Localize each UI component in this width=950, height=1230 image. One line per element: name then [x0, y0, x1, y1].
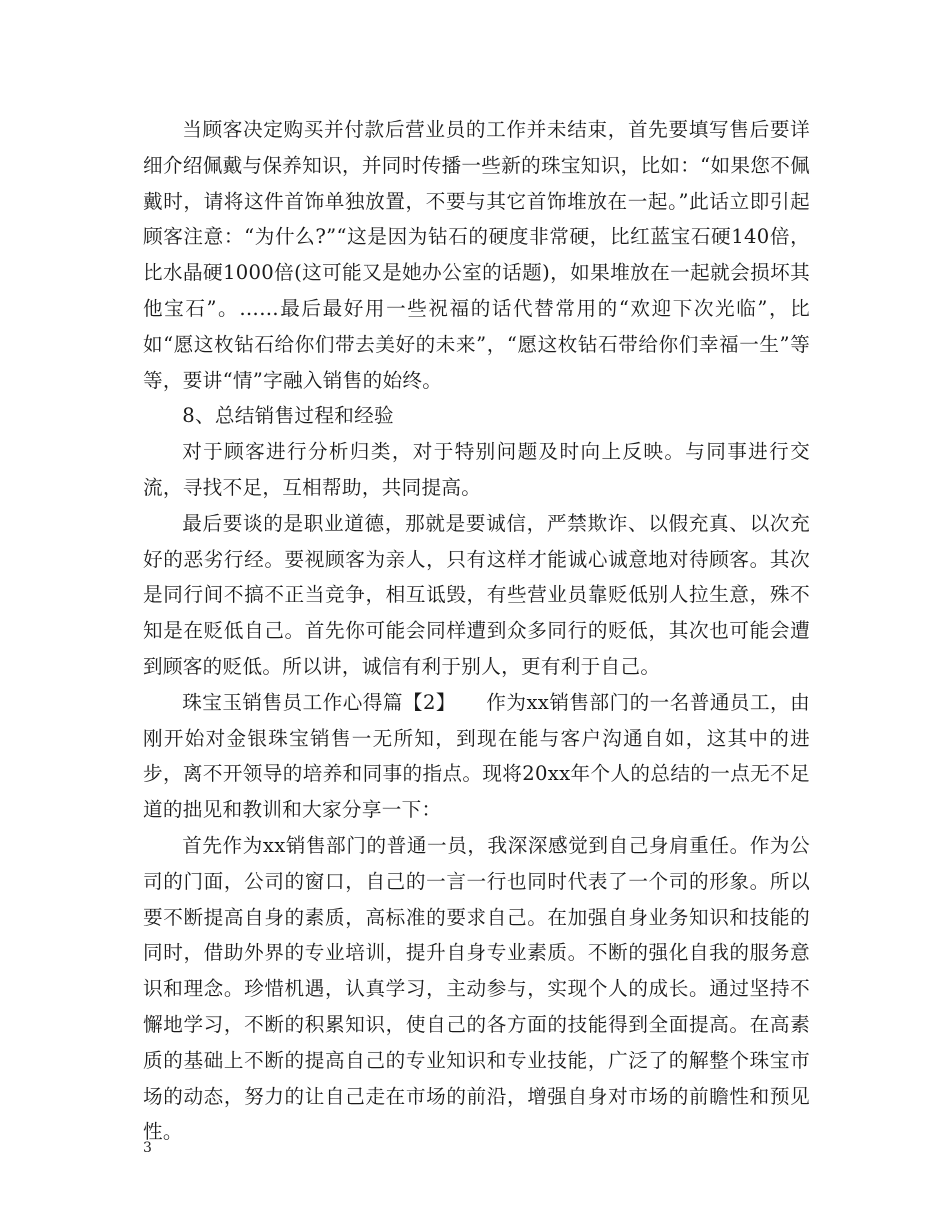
section-heading-summary: 8、总结销售过程和经验 — [182, 404, 394, 428]
paragraph-analysis: 对于顾客进行分析归类，对于特别问题及时向上反映。与同事进行交流，寻找不足，互相帮助，共同提高。 — [143, 440, 810, 499]
page-number: 3 — [143, 1140, 152, 1156]
paragraph-self-improvement: 首先作为xx销售部门的普通一员，我深深感觉到自己身肩重任。作为公司的门面，公司的窗口，自己的一言一行也同时代表了一个司的形象。所以要不断提高自身的素质，高标准的要求自己。在加强自身业务知识和技能的同时，借助外界的专业培训，提升自身专业素质。不断的强化自我的服务意识和理念。珍惜机遇，认真学习，主动参与，实现个人的成长。通过坚持不懈地学习，不断的积累知识，使自己的各方面的技能得到全面提高。在高素质的基础上不断的提高自己的专业知识和专业技能，广泛了的解整个珠宝市场的动态，努力的让自己走在市场的前沿，增强自身对市场的前瞻性和预见性。 — [143, 833, 810, 1144]
paragraph-after-sale: 当顾客决定购买并付款后营业员的工作并未结束，首先要填写售后要详细介绍佩戴与保养知识，并同时传播一些新的珠宝知识，比如：“如果您不佩戴时，请将这件首饰单独放置，不要与其它首饰堆放在一起。”此话立即引起顾客注意：“为什么?”“这是因为钻石的硬度非常硬，比红蓝宝石硬140倍，比水晶硬1000倍(这可能又是她办公室的话题)，如果堆放在一起就会损坏其他宝石”。……最后最好用一些祝福的话代替常用的“欢迎下次光临”，比如“愿这枚钻石给你们带去美好的未来”，“愿这枚钻石带给你们幸福一生”等等，要讲“情”字融入销售的始终。 — [143, 118, 810, 392]
document-body — [143, 112, 810, 1150]
paragraph-article-2-intro: 珠宝玉销售员工作心得篇【2】 作为xx销售部门的一名普通员工，由刚开始对金银珠宝销售一无所知，到现在能与客户沟通自如，这其中的进步，离不开领导的培养和同事的指点。现将20xx年个人的总结的一点无不足道的拙见和教训和大家分享一下： — [143, 690, 810, 822]
paragraph-ethics: 最后要谈的是职业道德，那就是要诚信，严禁欺诈、以假充真、以次充好的恶劣行经。要视顾客为亲人，只有这样才能诚心诚意地对待顾客。其次是同行间不搞不正当竞争，相互诋毁，有些营业员靠贬低别人拉生意，殊不知是在贬低自己。首先你可能会同样遭到众多同行的贬低，其次也可能会遭到顾客的贬低。所以讲，诚信有利于别人，更有利于自己。 — [143, 511, 810, 678]
